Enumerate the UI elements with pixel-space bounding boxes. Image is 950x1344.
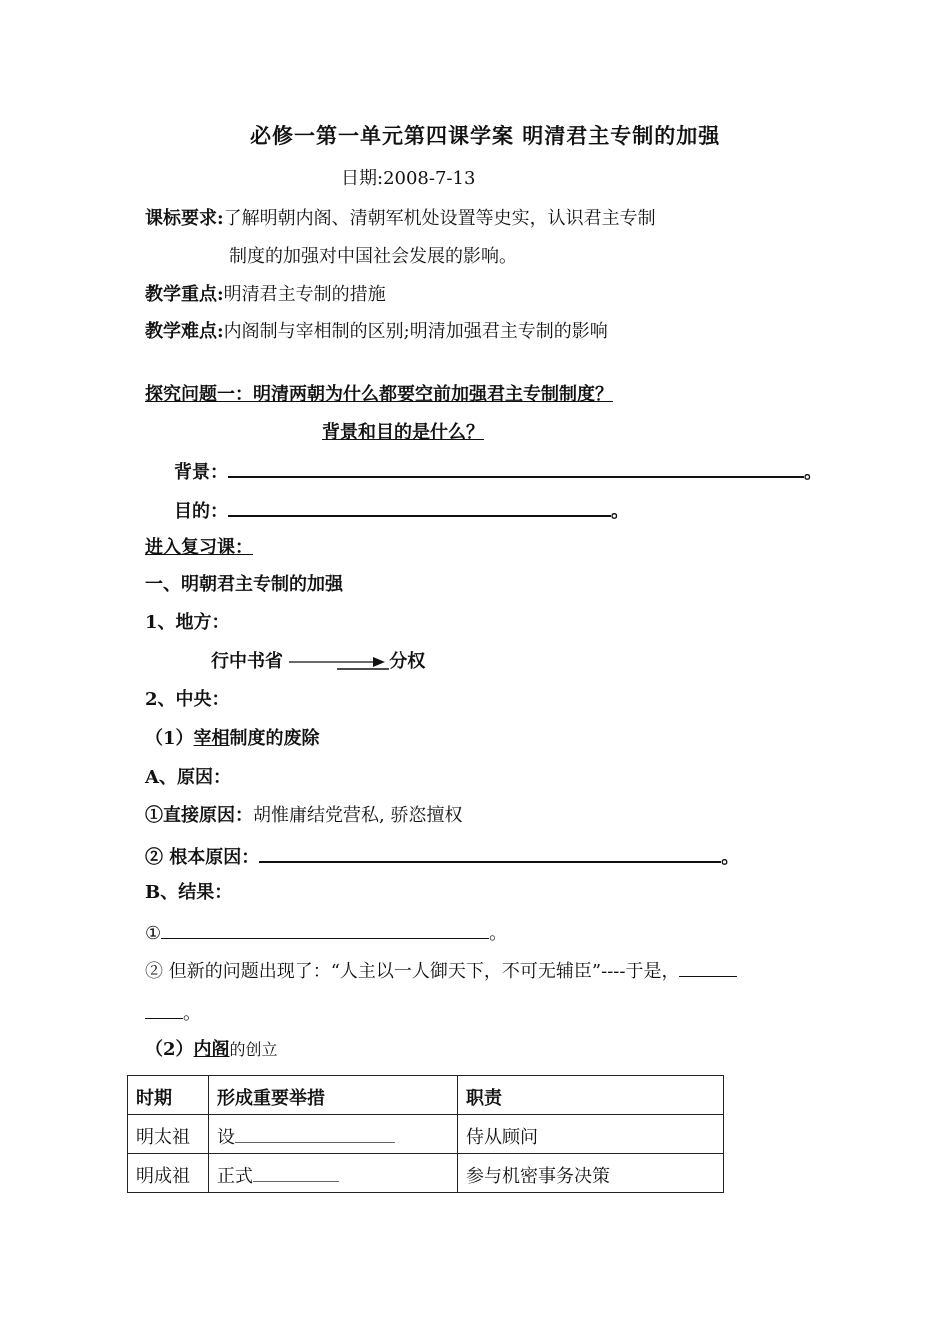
table-cell-measure <box>209 1154 458 1193</box>
local-to: 分权 <box>389 651 426 672</box>
difficulty-line <box>145 320 608 344</box>
table-cell-period: 明太祖 <box>128 1115 209 1154</box>
purpose-blank[interactable] <box>228 497 611 517</box>
purpose-period: 。 <box>611 501 629 522</box>
direct-cause-line <box>145 804 462 828</box>
table-header: 时期 <box>128 1076 209 1115</box>
table-header-row <box>128 1076 724 1115</box>
cause-label: A、原因： <box>145 767 231 788</box>
measure-blank[interactable] <box>253 1163 339 1182</box>
root-cause-line <box>145 843 739 870</box>
central-label: 2、中央： <box>145 689 230 710</box>
purpose-label: 目的： <box>174 501 228 522</box>
right-arrow-icon <box>289 653 389 671</box>
background-period: 。 <box>804 462 822 483</box>
result-2-blank[interactable] <box>679 958 737 977</box>
cabinet-table <box>127 1075 724 1193</box>
measure-text: 设 <box>217 1127 235 1148</box>
table-header: 形成重要举措 <box>209 1076 458 1115</box>
page-title: 必修一第一单元第四课学案 明清君主专制的加强 <box>250 123 721 148</box>
subsection-2 <box>145 1038 278 1062</box>
requirements-text-2: 制度的加强对中国社会发展的影响。 <box>229 246 517 267</box>
result-2-blank-cont[interactable] <box>145 1000 183 1019</box>
background-line <box>174 458 822 485</box>
table-cell-measure <box>209 1115 458 1154</box>
table-cell-duty: 参与机密事务决策 <box>458 1154 724 1193</box>
purpose-line <box>174 497 629 524</box>
subsection-1-rest: 制度的废除 <box>229 728 320 749</box>
subsection-1-underlined: 宰相 <box>193 728 230 749</box>
inquiry-question-1: 探究问题一：明清两朝为什么都要空前加强君主专制制度？ <box>145 384 613 405</box>
result-2-continuation <box>145 1000 201 1026</box>
requirements-label: 课标要求: <box>145 208 224 229</box>
subsection-2-prefix: （2） <box>145 1039 194 1060</box>
root-cause-period: 。 <box>721 847 740 868</box>
table-header: 职责 <box>458 1076 724 1115</box>
result-2-text: ② 但新的问题出现了：“人主以一人御天下，不可无辅臣”----于是， <box>145 961 680 982</box>
result-2-end: 。 <box>183 1003 201 1024</box>
local-label: 1、地方： <box>145 612 230 633</box>
subsection-2-underlined: 内阁 <box>193 1039 230 1060</box>
result-2-line <box>145 958 737 984</box>
root-cause-label: ② 根本原因： <box>145 847 260 868</box>
section-1-heading: 一、明朝君主专制的加强 <box>145 574 343 595</box>
difficulty-text: 内阁制与宰相制的区别;明清加强君主专制的影响 <box>223 321 608 342</box>
subsection-2-rest: 的创立 <box>229 1040 278 1059</box>
date-line: 日期:2008-7-13 <box>341 168 476 189</box>
key-point-line <box>145 283 386 307</box>
table-row <box>128 1115 724 1154</box>
result-1-blank[interactable] <box>161 920 489 939</box>
key-point-label: 教学重点: <box>145 284 224 305</box>
difficulty-label: 教学难点: <box>145 321 224 342</box>
key-point-text: 明清君主专制的措施 <box>223 284 386 305</box>
direct-cause-label: ①直接原因： <box>145 805 253 826</box>
local-flow <box>211 650 425 674</box>
table-cell-duty: 侍从顾问 <box>458 1115 724 1154</box>
inquiry-question-2: 背景和目的是什么？ <box>322 422 484 443</box>
background-blank[interactable] <box>228 458 804 478</box>
direct-cause-text: 胡惟庸结党营私, 骄恣擅权 <box>253 805 463 826</box>
table-cell-period: 明成祖 <box>128 1154 209 1193</box>
background-label: 背景： <box>174 462 228 483</box>
result-label: B、结果： <box>145 882 233 903</box>
measure-blank[interactable] <box>235 1124 395 1143</box>
result-1-line <box>145 920 507 946</box>
review-heading: 进入复习课： <box>145 537 253 558</box>
table-row <box>128 1154 724 1193</box>
subsection-1 <box>145 727 320 751</box>
local-from: 行中书省 <box>211 651 283 672</box>
requirements-line <box>145 207 656 231</box>
root-cause-blank[interactable] <box>259 843 721 863</box>
result-1-period: 。 <box>489 923 508 944</box>
requirements-text-1: 了解明朝内阁、清朝军机处设置等史实，认识君主专制 <box>223 208 656 229</box>
result-1-prefix: ① <box>145 923 162 944</box>
subsection-1-prefix: （1） <box>145 728 194 749</box>
measure-text: 正式 <box>217 1166 253 1187</box>
